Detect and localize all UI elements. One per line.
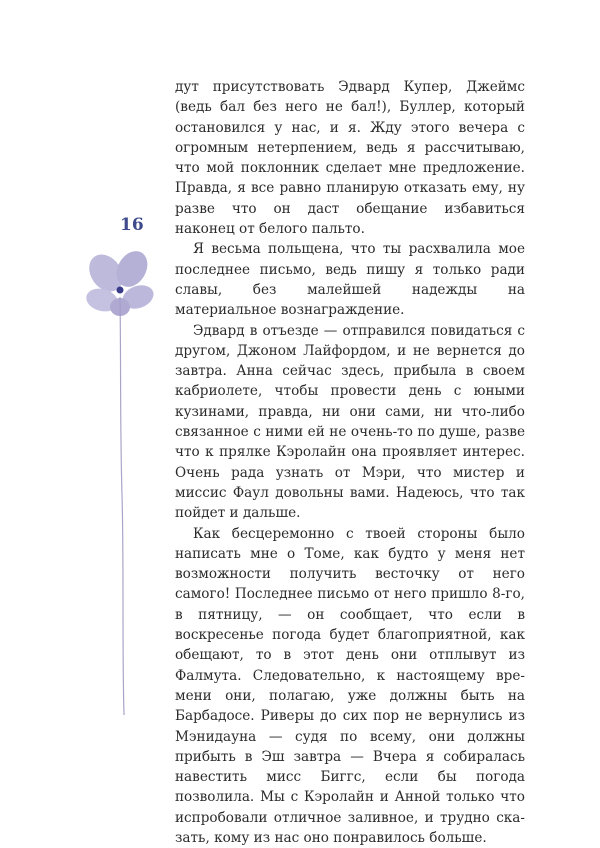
flower-center — [117, 287, 124, 294]
flower-petals — [82, 246, 157, 316]
paragraph-3: Эдвард в отъезде — отправился повидаться с другом, Джоном Лайфордом, и не вернется до завтра. Анна сейчас здесь, прибыла в своем кабриолете, чтобы провести день с юными кузинами, правда, ни они сами, ни что-либо связанное с ними ей не очень-то по душе, разве что к прялке Кэролайн она проявляет интерес. Очень рада узнать от Мэри, что мистер и миссис Фаул довольны вами. Надеюсь, что так пойдет и дальше. — [175, 322, 525, 522]
paragraph-2: Я весьма польщена, что ты расхвалила мое последнее письмо, ведь пишу я только ради славы, без малейшей надежды на материальное вознаграждение. — [175, 241, 525, 319]
page-number: 16 — [120, 215, 144, 235]
pressed-violet-flower-icon — [80, 245, 160, 725]
paragraph-1: дут присутствовать Эдвард Купер, Джеймс (ведь бал без него не бал!), Буллер, который остановился у нас, и я. Жду этого вечера с огромным нетерпением, ведь я рассчитываю, что мой поклонник сделает мне предложение. Правда, я все равно планирую отказать ему, ну разве что он даст обещание избавиться наконец от белого пальто. — [175, 79, 525, 238]
body-text — [175, 77, 525, 848]
paragraph-4: Как бесцеремонно с твоей стороны было написать мне о Томе, как будто у меня нет возможности получить весточку от него самого! Последнее письмо от него пришло 8-го, в пятницу, — он сообщает, что если в воскресенье погода будет благоприятной, как обещают, то в этот день они отплывут из Фалмута. Следовательно, к настоящему времени они, полагаю, уже должны быть на Барбадосе. Риверы до сих пор не вернулись из Мэнидауна — судя по всему, они должны прибыть в Эш завтра — Вчера я собиралась навестить мисс Биггс, если бы погода позволила. Мы с Кэролайн и Анной только что испробовали отличное заливное, и трудно сказать, кому из нас оно понравилось больше. — [175, 525, 525, 846]
flower-stem — [120, 297, 124, 715]
